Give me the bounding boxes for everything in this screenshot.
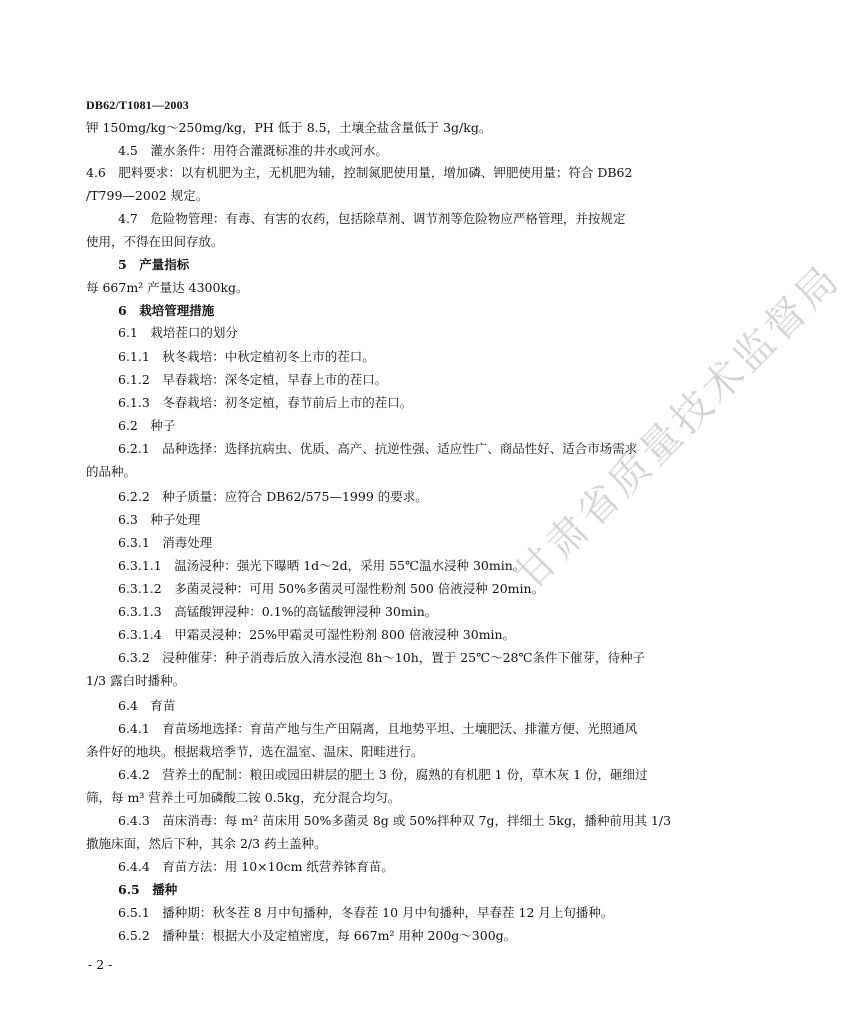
text-line: 6.4.3 苗床消毒：每 m² 苗床用 50%多菌灵 8g 或 50%拌种双 7g，拌细土 5kg，播种前用其 1/3 xyxy=(118,813,672,828)
text-line: 6.5.2 播种量：根据大小及定植密度，每 667m² 用种 200g～300g。 xyxy=(118,928,517,943)
text-line: 6.5 播种 xyxy=(118,882,178,897)
text-line: 6.2 种子 xyxy=(118,418,176,433)
text-line: 6.2.1 品种选择：选择抗病虫、优质、高产、抗逆性强、适应性广、商品性好、适合市场需求 xyxy=(118,441,638,456)
text-line: 5 产量指标 xyxy=(118,257,190,272)
text-line: 6.4 育苗 xyxy=(118,698,176,713)
text-line: 条件好的地块。根据栽培季节，选在温室、温床、阳畦进行。 xyxy=(86,744,424,759)
text-line: 6.4.2 营养土的配制：粮田或园田耕层的肥土 3 份，腐熟的有机肥 1 份，草木灰 1 份，砸细过 xyxy=(118,767,648,782)
text-line: 撒施床面，然后下种，其余 2/3 药土盖种。 xyxy=(86,836,327,851)
text-line: 筛，每 m³ 营养土可加磷酸二铵 0.5kg，充分混合均匀。 xyxy=(86,790,401,805)
text-line: 使用，不得在田间存放。 xyxy=(86,234,224,249)
text-line: 6.1 栽培茬口的划分 xyxy=(118,325,238,340)
text-line: 的品种。 xyxy=(86,464,137,479)
text-line: 4.7 危险物管理：有毒、有害的农药，包括除草剂、调节剂等危险物应严格管理，并按规定 xyxy=(118,211,626,226)
text-line: 钾 150mg/kg～250mg/kg，PH 低于 8.5，土壤全盐含量低于 3g/kg。 xyxy=(86,120,492,135)
text-line: 4.6 肥料要求：以有机肥为主，无机肥为辅，控制氮肥使用量，增加磷、钾肥使用量；符合 DB62 xyxy=(86,165,633,180)
text-line: 6.3 种子处理 xyxy=(118,512,201,527)
text-line: 6.3.1.2 多菌灵浸种：可用 50%多菌灵可湿性粉剂 500 倍液浸种 20min。 xyxy=(118,581,545,596)
text-line: 1/3 露白时播种。 xyxy=(86,673,186,688)
text-line: 6.3.2 浸种催芽：种子消毒后放入清水浸泡 8h～10h，置于 25℃～28℃条件下催芽，待种子 xyxy=(118,650,645,665)
text-line: 6.4.4 育苗方法：用 10×10cm 纸营养钵育苗。 xyxy=(118,859,394,874)
text-line: 6.1.3 冬春栽培：初冬定植，春节前后上市的茬口。 xyxy=(118,395,413,410)
text-line: 6 栽培管理措施 xyxy=(118,303,215,318)
text-line: 6.3.1.4 甲霜灵浸种：25%甲霜灵可湿性粉剂 800 倍液浸种 30min。 xyxy=(118,627,516,642)
text-line: 4.5 灌水条件：用符合灌溉标准的井水或河水。 xyxy=(118,143,388,158)
text-line: /T799—2002 规定。 xyxy=(86,188,209,203)
text-line: 6.1.2 早春栽培：深冬定植，早春上市的茬口。 xyxy=(118,372,388,387)
standard-number: DB62/T1081—2003 xyxy=(86,98,190,112)
text-line: 6.4.1 育苗场地选择：育苗产地与生产田隔离，且地势平坦、土壤肥沃、排灌方便、光照通风 xyxy=(118,721,638,736)
text-line: 6.2.2 种子质量：应符合 DB62/575—1999 的要求。 xyxy=(118,489,428,504)
text-line: 6.3.1 消毒处理 xyxy=(118,535,213,550)
text-line: 每 667m² 产量达 4300kg。 xyxy=(86,280,249,295)
watermark: 甘肃省质量技术监督局 xyxy=(506,255,851,599)
page-number: - 2 - xyxy=(88,957,113,972)
text-line: 6.1.1 秋冬栽培：中秋定植初冬上市的茬口。 xyxy=(118,349,375,364)
text-line: 6.5.1 播种期：秋冬茬 8 月中旬播种，冬春茬 10 月中旬播种，早春茬 12 月上旬播种。 xyxy=(118,905,614,920)
text-line: 6.3.1.1 温汤浸种：强光下曝晒 1d～2d，采用 55℃温水浸种 30min。 xyxy=(118,558,526,573)
text-line: 6.3.1.3 高锰酸钾浸种：0.1%的高锰酸钾浸种 30min。 xyxy=(118,604,438,619)
